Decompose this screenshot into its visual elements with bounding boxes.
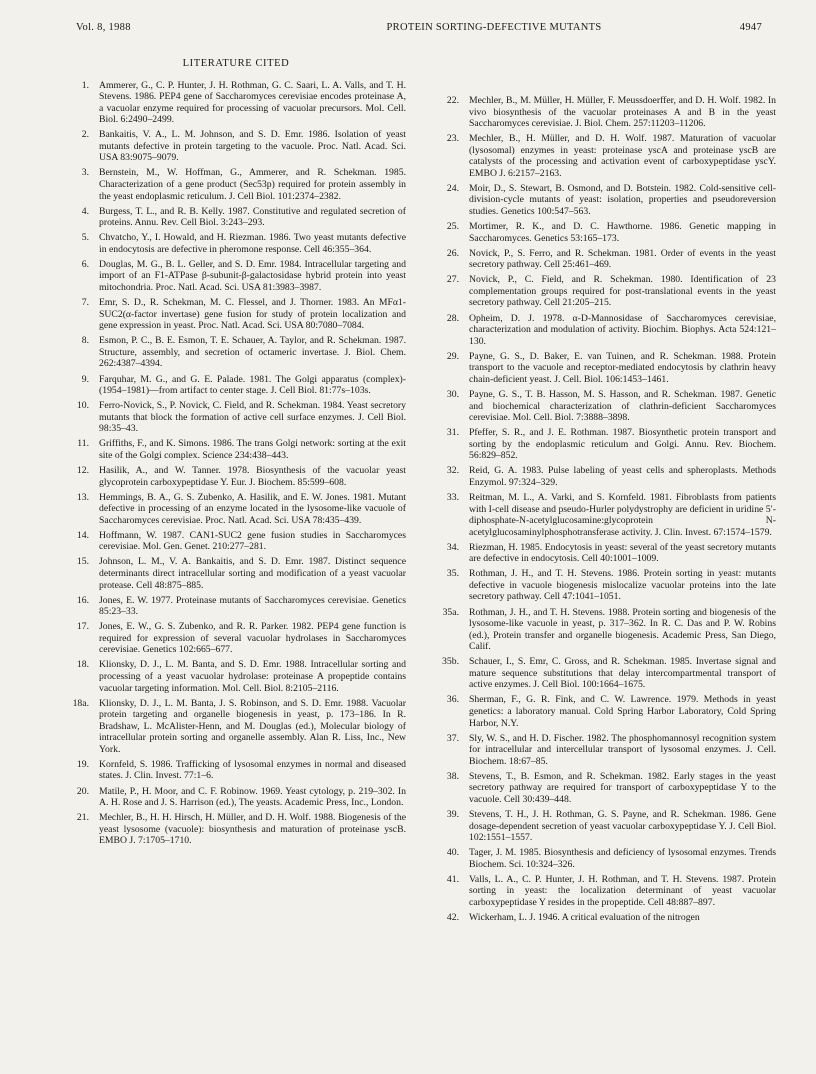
reference-text: Hemmings, B. A., G. S. Zubenko, A. Hasilik, and E. W. Jones. 1981. Mutant defective in processing of an enzyme located in the lysosome-like vacuole of Saccharomyces cerevisiae. Proc. Natl. Acad. Sci. USA 78:435–439.	[99, 491, 406, 526]
reference-number: 10.	[76, 400, 89, 412]
reference-entry	[436, 874, 776, 909]
reference-entry	[66, 621, 406, 656]
reference-number: 40.	[446, 847, 459, 859]
reference-text: Ammerer, G., C. P. Hunter, J. H. Rothman, G. C. Saari, L. A. Valls, and T. H. Stevens. 1986. PEP4 gene of Saccharomyces cerevisiae encodes proteinase A, a vacuolar enzyme required for processing of vacuolar precursors. Mol. Cell. Biol. 6:2490–2499.	[99, 79, 406, 126]
reference-text: Emr, S. D., R. Schekman, M. C. Flessel, and J. Thorner. 1983. An MFα1-SUC2(α-factor invertase) gene fusion for study of protein localization and gene expression in yeast. Proc. Natl. Acad. Sci. USA 80:7080–7084.	[99, 297, 406, 332]
reference-entry	[436, 607, 776, 653]
reference-entry	[66, 374, 406, 397]
reference-entry	[66, 206, 406, 229]
volume-label: Vol. 8, 1988	[76, 22, 131, 33]
reference-number: 30.	[446, 388, 459, 400]
reference-number: 31.	[446, 427, 459, 439]
reference-text: Matile, P., H. Moor, and C. F. Robinow. 1969. Yeast cytology, p. 219–302. In A. H. Rose and J. S. Harrison (ed.), The yeasts. Academic Press, Inc., London.	[99, 785, 406, 809]
reference-entry	[66, 129, 406, 164]
reference-text: Farquhar, M. G., and G. E. Palade. 1981. The Golgi apparatus (complex)-(1954–1981)—from artifact to center stage. J. Cell Biol. 81:77s–103s.	[99, 373, 406, 397]
reference-number: 4.	[81, 205, 89, 217]
reference-text: Esmon, P. C., B. E. Esmon, T. E. Schauer, A. Taylor, and R. Schekman. 1987. Structure, assembly, and secretion of octameric invertase. J. Biol. Chem. 262:4387–4394.	[99, 335, 406, 370]
right-column	[436, 95, 776, 927]
reference-entry	[66, 759, 406, 782]
reference-number: 8.	[81, 335, 89, 347]
reference-number: 3.	[81, 167, 89, 179]
reference-text: Mechler, B., H. Müller, and D. H. Wolf. 1987. Maturation of vacuolar (lysosomal) enzymes in yeast: proteinase yscA and proteinase yscB are catalysts of the processing and activation event of carboxypeptidase yscY. EMBO J. 6:2157–2163.	[469, 133, 776, 179]
reference-number: 32.	[446, 465, 459, 477]
reference-text: Riezman, H. 1985. Endocytosis in yeast: several of the yeast secretory mutants are defective in endocytosis. Cell 40:1001–1009.	[469, 541, 776, 565]
reference-text: Klionsky, D. J., L. M. Banta, J. S. Robinson, and S. D. Emr. 1988. Vacuolar protein targeting and organelle biogenesis in yeast, p. 173–186. In R. Bradshaw, L. McAlister-Henn, and M. Douglas (ed.), Molecular biology of intracellular protein sorting and organelle assembly. Alan R. Liss, Inc., New York.	[99, 697, 406, 755]
reference-number: 6.	[81, 258, 89, 270]
running-title: PROTEIN SORTING-DEFECTIVE MUTANTS	[386, 22, 602, 33]
reference-entry	[436, 351, 776, 386]
reference-entry	[436, 427, 776, 462]
reference-text: Burgess, T. L., and R. B. Kelly. 1987. Constitutive and regulated secretion of proteins. Annu. Rev. Cell Biol. 3:243–293.	[99, 205, 406, 229]
reference-entry	[436, 274, 776, 309]
reference-entry	[436, 656, 776, 691]
reference-number: 33.	[446, 491, 459, 503]
reference-entry	[66, 786, 406, 809]
reference-entry	[66, 80, 406, 126]
reference-text: Rothman, J. H., and T. H. Stevens. 1988. Protein sorting and biogenesis of the lysosome-like vacuole in yeast, p. 317–362. In R. C. Das and P. W. Robins (ed.), Protein transfer and organelle biogenesis. Academic Press, San Diego, Calif.	[469, 606, 776, 653]
page-number: 4947	[739, 22, 762, 33]
reference-number: 27.	[446, 274, 459, 286]
reference-entry	[66, 659, 406, 694]
reference-text: Hoffmann, W. 1987. CAN1-SUC2 gene fusion studies in Saccharomyces cerevisiae. Mol. Gen. Genet. 210:277–281.	[99, 529, 406, 553]
reference-text: Mechler, B., M. Müller, H. Müller, F. Meussdoerffer, and D. H. Wolf. 1982. In vivo biosynthesis of the vacuolar proteinases A and B in the yeast Saccharomyces cerevisiae. J. Biol. Chem. 257:11203–11206.	[469, 95, 776, 130]
reference-text: Novick, P., S. Ferro, and R. Schekman. 1981. Order of events in the yeast secretory pathway. Cell 25:461–469.	[469, 247, 776, 271]
reference-text: Chvatcho, Y., I. Howald, and H. Riezman. 1986. Two yeast mutants defective in endocytosis are defective in pheromone response. Cell 46:355–364.	[99, 232, 406, 255]
reference-number: 21.	[76, 812, 89, 824]
reference-number: 28.	[446, 312, 459, 324]
reference-entry	[436, 568, 776, 603]
reference-text: Mechler, B., H. H. Hirsch, H. Müller, and D. H. Wolf. 1988. Biogenesis of the yeast lysosome (vacuole): biosynthesis and maturation of proteinase yscB. EMBO J. 7:1705–1710.	[99, 812, 406, 847]
reference-number: 34.	[446, 541, 459, 553]
reference-number: 23.	[446, 133, 459, 145]
reference-text: Moir, D., S. Stewart, B. Osmond, and D. Botstein. 1982. Cold-sensitive cell-division-cycle mutants of yeast: isolation, properties and pseudoreversion studies. Genetics 100:547–563.	[469, 182, 776, 218]
reference-entry	[66, 492, 406, 527]
reference-number: 9.	[81, 373, 89, 385]
reference-entry	[436, 389, 776, 424]
reference-text: Johnson, L. M., V. A. Bankaitis, and S. D. Emr. 1987. Distinct sequence determinants direct intracellular sorting and modification of a yeast vacuolar protease. Cell 48:875–885.	[99, 556, 406, 591]
reference-number: 11.	[77, 438, 89, 450]
reference-text: Novick, P., C. Field, and R. Schekman. 1980. Identification of 23 complementation groups required for post-translational events in the yeast secretory pathway. Cell 21:205–215.	[469, 274, 776, 309]
reference-entry	[66, 400, 406, 435]
reference-text: Rothman, J. H., and T. H. Stevens. 1986. Protein sorting in yeast: mutants defective in vacuole biogenesis mislocalize vacuolar proteins into the late secretory pathway. Cell 47:1041–1051.	[469, 568, 776, 603]
reference-entry	[436, 542, 776, 565]
reference-text: Stevens, T. H., J. H. Rothman, G. S. Payne, and R. Schekman. 1986. Gene dosage-dependent secretion of yeast vacuolar carboxypeptidase Y. J. Cell Biol. 102:1551–1557.	[469, 809, 776, 844]
reference-entry	[436, 847, 776, 870]
reference-text: Reid, G. A. 1983. Pulse labeling of yeast cells and spheroplasts. Methods Enzymol. 97:324–329.	[469, 465, 776, 488]
reference-number: 42.	[446, 912, 459, 924]
reference-entry	[66, 556, 406, 591]
section-title: LITERATURE CITED	[182, 58, 290, 69]
reference-text: Douglas, M. G., B. L. Geller, and S. D. Emr. 1984. Intracellular targeting and import of an F1-ATPase β-subunit-β-galactosidase hybrid protein into yeast mitochondria. Proc. Natl. Acad. Sci. USA 81:3983–3987.	[99, 258, 406, 294]
reference-text: Wickerham, L. J. 1946. A critical evaluation of the nitrogen	[469, 912, 700, 924]
reference-text: Jones, E. W., G. S. Zubenko, and R. R. Parker. 1982. PEP4 gene function is required for expression of several vacuolar hydrolases in Saccharomyces cerevisiae. Genetics 102:665–677.	[99, 621, 406, 656]
reference-number: 29.	[446, 350, 459, 362]
reference-entry	[66, 465, 406, 488]
reference-entry	[66, 812, 406, 847]
reference-number: 39.	[446, 809, 459, 821]
reference-entry	[66, 438, 406, 461]
reference-number: 36.	[446, 694, 459, 706]
reference-text: Ferro-Novick, S., P. Novick, C. Field, and R. Schekman. 1984. Yeast secretory mutants that block the formation of active cell surface enzymes. J. Cell Biol. 98:35–43.	[99, 400, 406, 435]
reference-text: Griffiths, F., and K. Simons. 1986. The trans Golgi network: sorting at the exit site of the Golgi complex. Science 234:438–443.	[99, 438, 406, 461]
reference-number: 38.	[446, 770, 459, 782]
reference-entry	[66, 335, 406, 370]
reference-number: 7.	[81, 297, 89, 309]
reference-text: Sherman, F., G. R. Fink, and C. W. Lawrence. 1979. Methods in yeast genetics: a laboratory manual. Cold Spring Harbor Laboratory, Cold Spring Harbor, N.Y.	[469, 694, 776, 729]
reference-text: Reitman, M. L., A. Varki, and S. Kornfeld. 1981. Fibroblasts from patients with I-cell disease and pseudo-Hurler polydystrophy are deficient in uridine 5′-diphosphate-N-acetylglucosamine:glycoprotein N-acetylglucosaminylphosphotransferase activity. J. Clin. Invest. 67:1574–1579.	[469, 491, 776, 538]
reference-number: 35a.	[442, 606, 459, 618]
reference-entry	[66, 530, 406, 553]
reference-text: Payne, G. S., D. Baker, E. van Tuinen, and R. Schekman. 1988. Protein transport to the vacuole and receptor-mediated endocytosis by clathrin heavy chain-deficient yeast. J. Cell. Biol. 106:1453–1461.	[469, 350, 776, 385]
reference-list-right	[436, 95, 776, 924]
reference-number: 26.	[446, 247, 459, 259]
reference-text: Bankaitis, V. A., L. M. Johnson, and S. D. Emr. 1986. Isolation of yeast mutants defective in protein targeting to the vacuole. Proc. Natl. Acad. Sci. USA 83:9075–9079.	[99, 129, 406, 164]
reference-text: Opheim, D. J. 1978. α-D-Mannosidase of Saccharomyces cerevisiae, characterization and modulation of activity. Biochim. Biophys. Acta 524:121–130.	[469, 312, 776, 347]
reference-number: 16.	[76, 594, 89, 606]
reference-entry	[436, 95, 776, 130]
reference-entry	[66, 698, 406, 756]
left-column	[66, 58, 406, 850]
reference-text: Klionsky, D. J., L. M. Banta, and S. D. Emr. 1988. Intracellular sorting and processing of a yeast vacuolar hydrolase: proteinase A propeptide contains vacuolar targeting information. Mol. Cell. Biol. 8:2105–2116.	[99, 659, 406, 694]
reference-number: 35.	[446, 568, 459, 580]
reference-text: Valls, L. A., C. P. Hunter, J. H. Rothman, and T. H. Stevens. 1987. Protein sorting in yeast: the localization determinant of yeast vacuolar carboxypeptidase Y resides in the propeptide. Cell 48:887–897.	[469, 873, 776, 908]
reference-text: Payne, G. S., T. B. Hasson, M. S. Hasson, and R. Schekman. 1987. Genetic and biochemical characterization of clathrin-deficient Saccharomyces cerevisiae. Mol. Cell. Biol. 7:3888–3898.	[469, 388, 776, 424]
reference-entry	[436, 809, 776, 844]
reference-number: 18a.	[72, 697, 89, 709]
reference-entry	[66, 232, 406, 255]
reference-entry	[66, 595, 406, 618]
reference-number: 1.	[81, 79, 89, 91]
reference-entry	[66, 167, 406, 202]
reference-text: Sly, W. S., and H. D. Fischer. 1982. The phosphomannosyl recognition system for intracellular and intercellular transport of lysosomal enzymes. J. Cell. Biochem. 18:67–85.	[469, 732, 776, 767]
reference-number: 22.	[446, 95, 459, 106]
reference-text: Mortimer, R. K., and D. C. Hawthorne. 1986. Genetic mapping in Saccharomyces. Genetics 53:165–173.	[469, 221, 776, 244]
reference-number: 37.	[446, 732, 459, 744]
reference-number: 12.	[76, 464, 89, 476]
reference-entry	[436, 492, 776, 538]
reference-number: 14.	[76, 529, 89, 541]
reference-number: 5.	[81, 232, 89, 244]
reference-entry	[436, 183, 776, 218]
reference-number: 18.	[76, 659, 89, 671]
reference-entry	[436, 771, 776, 806]
reference-entry	[436, 248, 776, 271]
reference-number: 19.	[76, 758, 89, 770]
running-header	[76, 22, 762, 38]
reference-text: Hasilik, A., and W. Tanner. 1978. Biosynthesis of the vacuolar yeast glycoprotein carboxypeptidase Y. Eur. J. Biochem. 85:599–608.	[99, 464, 406, 488]
reference-entry	[66, 297, 406, 332]
reference-number: 13.	[76, 491, 89, 503]
reference-number: 2.	[81, 129, 89, 141]
reference-text: Jones, E. W. 1977. Proteinase mutants of Saccharomyces cerevisiae. Genetics 85:23–33.	[99, 594, 406, 618]
reference-text: Bernstein, M., W. Hoffman, G., Ammerer, and R. Schekman. 1985. Characterization of a gene product (Sec53p) required for protein assembly in the yeast endoplasmic reticulum. J. Cell Biol. 101:2374–2382.	[99, 167, 406, 202]
reference-number: 17.	[76, 621, 89, 633]
reference-entry	[66, 259, 406, 294]
reference-number: 25.	[446, 221, 459, 233]
reference-number: 15.	[76, 556, 89, 568]
reference-text: Schauer, I., S. Emr, C. Gross, and R. Schekman. 1985. Invertase signal and mature sequence substitutions that delay intercompartmental transport of active enzymes. J. Cell Biol. 100:1664–1675.	[469, 656, 776, 691]
reference-text: Pfeffer, S. R., and J. E. Rothman. 1987. Biosynthetic protein transport and sorting by the endoplasmic reticulum and Golgi. Annu. Rev. Biochem. 56:829–852.	[469, 427, 776, 462]
reference-entry	[436, 221, 776, 244]
reference-entry	[436, 313, 776, 348]
reference-entry	[436, 133, 776, 179]
reference-entry	[436, 465, 776, 488]
reference-list-left	[66, 80, 406, 847]
reference-number: 24.	[446, 182, 459, 194]
reference-number: 20.	[76, 785, 89, 797]
reference-entry	[436, 733, 776, 768]
reference-number: 35b.	[442, 656, 459, 668]
reference-text: Tager, J. M. 1985. Biosynthesis and deficiency of lysosomal enzymes. Trends Biochem. Sci. 10:324–326.	[469, 847, 776, 870]
reference-number: 41.	[446, 873, 459, 885]
reference-entry	[436, 694, 776, 729]
reference-text: Stevens, T., B. Esmon, and R. Schekman. 1982. Early stages in the yeast secretory pathway are required for transport of carboxypeptidase Y to the vacuole. Cell 30:439–448.	[469, 770, 776, 805]
reference-text: Kornfeld, S. 1986. Trafficking of lysosomal enzymes in normal and diseased states. J. Clin. Invest. 77:1–6.	[99, 758, 406, 782]
reference-entry	[436, 912, 776, 924]
